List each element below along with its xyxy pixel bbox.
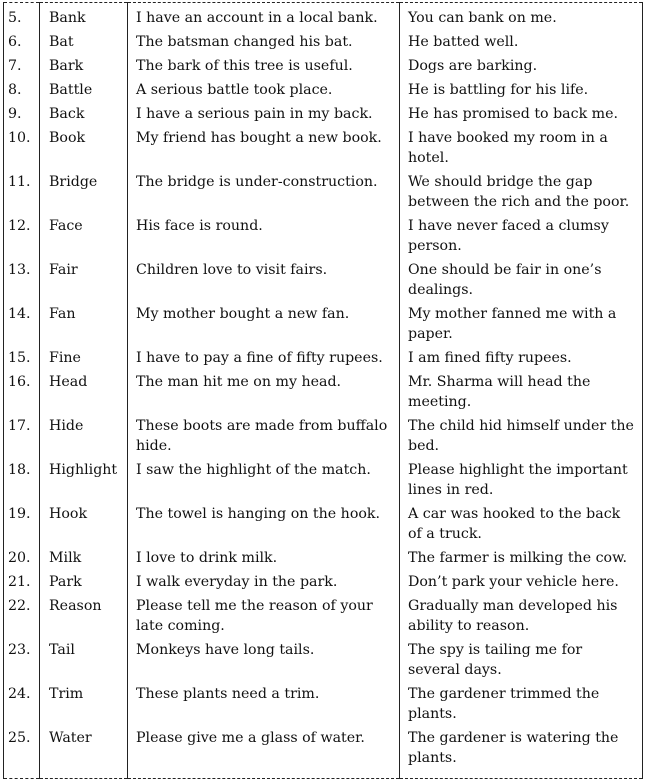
table-row: [4, 126, 643, 170]
verb-sentence-cell: He has promised to back me.: [400, 102, 643, 126]
serial-number-cell: 17.: [4, 414, 40, 458]
table-row: [4, 546, 643, 570]
serial-number-cell: 10.: [4, 126, 40, 170]
table-row: [4, 302, 643, 346]
word-cell: Park: [40, 570, 128, 594]
serial-number-cell: 5.: [4, 3, 40, 31]
table-row: [4, 30, 643, 54]
serial-number-cell: 16.: [4, 370, 40, 414]
noun-sentence-cell: These plants need a trim.: [128, 682, 400, 726]
serial-number-cell: 19.: [4, 502, 40, 546]
serial-number-cell: 11.: [4, 170, 40, 214]
table-row: [4, 78, 643, 102]
verb-sentence-cell: Mr. Sharma will head the meeting.: [400, 370, 643, 414]
table-row: [4, 502, 643, 546]
table-row: [4, 346, 643, 370]
verb-sentence-cell: My mother fanned me with a paper.: [400, 302, 643, 346]
verb-sentence-cell: I have never faced a clumsy person.: [400, 214, 643, 258]
verb-sentence-cell: The spy is tailing me for several days.: [400, 638, 643, 682]
noun-sentence-cell: The man hit me on my head.: [128, 370, 400, 414]
serial-number-cell: 9.: [4, 102, 40, 126]
word-cell: Trim: [40, 682, 128, 726]
word-cell: Bat: [40, 30, 128, 54]
noun-sentence-cell: A serious battle took place.: [128, 78, 400, 102]
table-row: [4, 258, 643, 302]
table-row: [4, 54, 643, 78]
noun-sentence-cell: My friend has bought a new book.: [128, 126, 400, 170]
verb-sentence-cell: A car was hooked to the back of a truck.: [400, 502, 643, 546]
serial-number-cell: 12.: [4, 214, 40, 258]
table-row: [4, 594, 643, 638]
noun-sentence-cell: The bark of this tree is useful.: [128, 54, 400, 78]
verb-sentence-cell: You can bank on me.: [400, 3, 643, 31]
noun-sentence-cell: I have a serious pain in my back.: [128, 102, 400, 126]
verb-sentence-cell: Don’t park your vehicle here.: [400, 570, 643, 594]
serial-number-cell: 22.: [4, 594, 40, 638]
word-cell: Hook: [40, 502, 128, 546]
table-row: [4, 3, 643, 31]
word-cell: Highlight: [40, 458, 128, 502]
verb-sentence-cell: I am fined fifty rupees.: [400, 346, 643, 370]
word-cell: Bridge: [40, 170, 128, 214]
word-cell: Battle: [40, 78, 128, 102]
table-row: [4, 414, 643, 458]
verb-sentence-cell: The gardener is watering the plants.: [400, 726, 643, 779]
verb-sentence-cell: Gradually man developed his ability to reason.: [400, 594, 643, 638]
noun-sentence-cell: I saw the highlight of the match.: [128, 458, 400, 502]
table-row: [4, 726, 643, 779]
noun-sentence-cell: I have to pay a fine of fifty rupees.: [128, 346, 400, 370]
verb-sentence-cell: I have booked my room in a hotel.: [400, 126, 643, 170]
verb-sentence-cell: Dogs are barking.: [400, 54, 643, 78]
noun-sentence-cell: Please tell me the reason of your late coming.: [128, 594, 400, 638]
word-cell: Reason: [40, 594, 128, 638]
table-row: [4, 170, 643, 214]
table-row: [4, 102, 643, 126]
word-cell: Hide: [40, 414, 128, 458]
word-cell: Fine: [40, 346, 128, 370]
noun-sentence-cell: The bridge is under-construction.: [128, 170, 400, 214]
verb-sentence-cell: The child hid himself under the bed.: [400, 414, 643, 458]
noun-sentence-cell: His face is round.: [128, 214, 400, 258]
table-row: [4, 458, 643, 502]
serial-number-cell: 7.: [4, 54, 40, 78]
noun-sentence-cell: Please give me a glass of water.: [128, 726, 400, 779]
noun-sentence-cell: These boots are made from buffalo hide.: [128, 414, 400, 458]
verb-sentence-cell: We should bridge the gap between the rich and the poor.: [400, 170, 643, 214]
table-row: [4, 214, 643, 258]
serial-number-cell: 20.: [4, 546, 40, 570]
table-row: [4, 638, 643, 682]
table-row: [4, 682, 643, 726]
serial-number-cell: 25.: [4, 726, 40, 779]
table-row: [4, 570, 643, 594]
verb-sentence-cell: He batted well.: [400, 30, 643, 54]
serial-number-cell: 24.: [4, 682, 40, 726]
noun-sentence-cell: I walk everyday in the park.: [128, 570, 400, 594]
serial-number-cell: 8.: [4, 78, 40, 102]
noun-sentence-cell: My mother bought a new fan.: [128, 302, 400, 346]
noun-sentence-cell: I have an account in a local bank.: [128, 3, 400, 31]
word-cell: Fair: [40, 258, 128, 302]
word-cell: Face: [40, 214, 128, 258]
serial-number-cell: 21.: [4, 570, 40, 594]
word-cell: Milk: [40, 546, 128, 570]
word-cell: Tail: [40, 638, 128, 682]
noun-sentence-cell: Children love to visit fairs.: [128, 258, 400, 302]
word-cell: Water: [40, 726, 128, 779]
word-cell: Book: [40, 126, 128, 170]
word-cell: Fan: [40, 302, 128, 346]
verb-sentence-cell: The gardener trimmed the plants.: [400, 682, 643, 726]
verb-sentence-cell: One should be fair in one’s dealings.: [400, 258, 643, 302]
noun-sentence-cell: The batsman changed his bat.: [128, 30, 400, 54]
serial-number-cell: 14.: [4, 302, 40, 346]
word-cell: Bark: [40, 54, 128, 78]
serial-number-cell: 18.: [4, 458, 40, 502]
serial-number-cell: 13.: [4, 258, 40, 302]
noun-sentence-cell: Monkeys have long tails.: [128, 638, 400, 682]
serial-number-cell: 23.: [4, 638, 40, 682]
noun-sentence-cell: The towel is hanging on the hook.: [128, 502, 400, 546]
word-cell: Head: [40, 370, 128, 414]
noun-sentence-cell: I love to drink milk.: [128, 546, 400, 570]
table-row: [4, 370, 643, 414]
verb-sentence-cell: The farmer is milking the cow.: [400, 546, 643, 570]
table-body: [4, 3, 643, 779]
word-cell: Back: [40, 102, 128, 126]
verb-sentence-cell: He is battling for his life.: [400, 78, 643, 102]
verb-sentence-cell: Please highlight the important lines in red.: [400, 458, 643, 502]
word-usage-table: [3, 2, 643, 779]
word-cell: Bank: [40, 3, 128, 31]
serial-number-cell: 6.: [4, 30, 40, 54]
serial-number-cell: 15.: [4, 346, 40, 370]
